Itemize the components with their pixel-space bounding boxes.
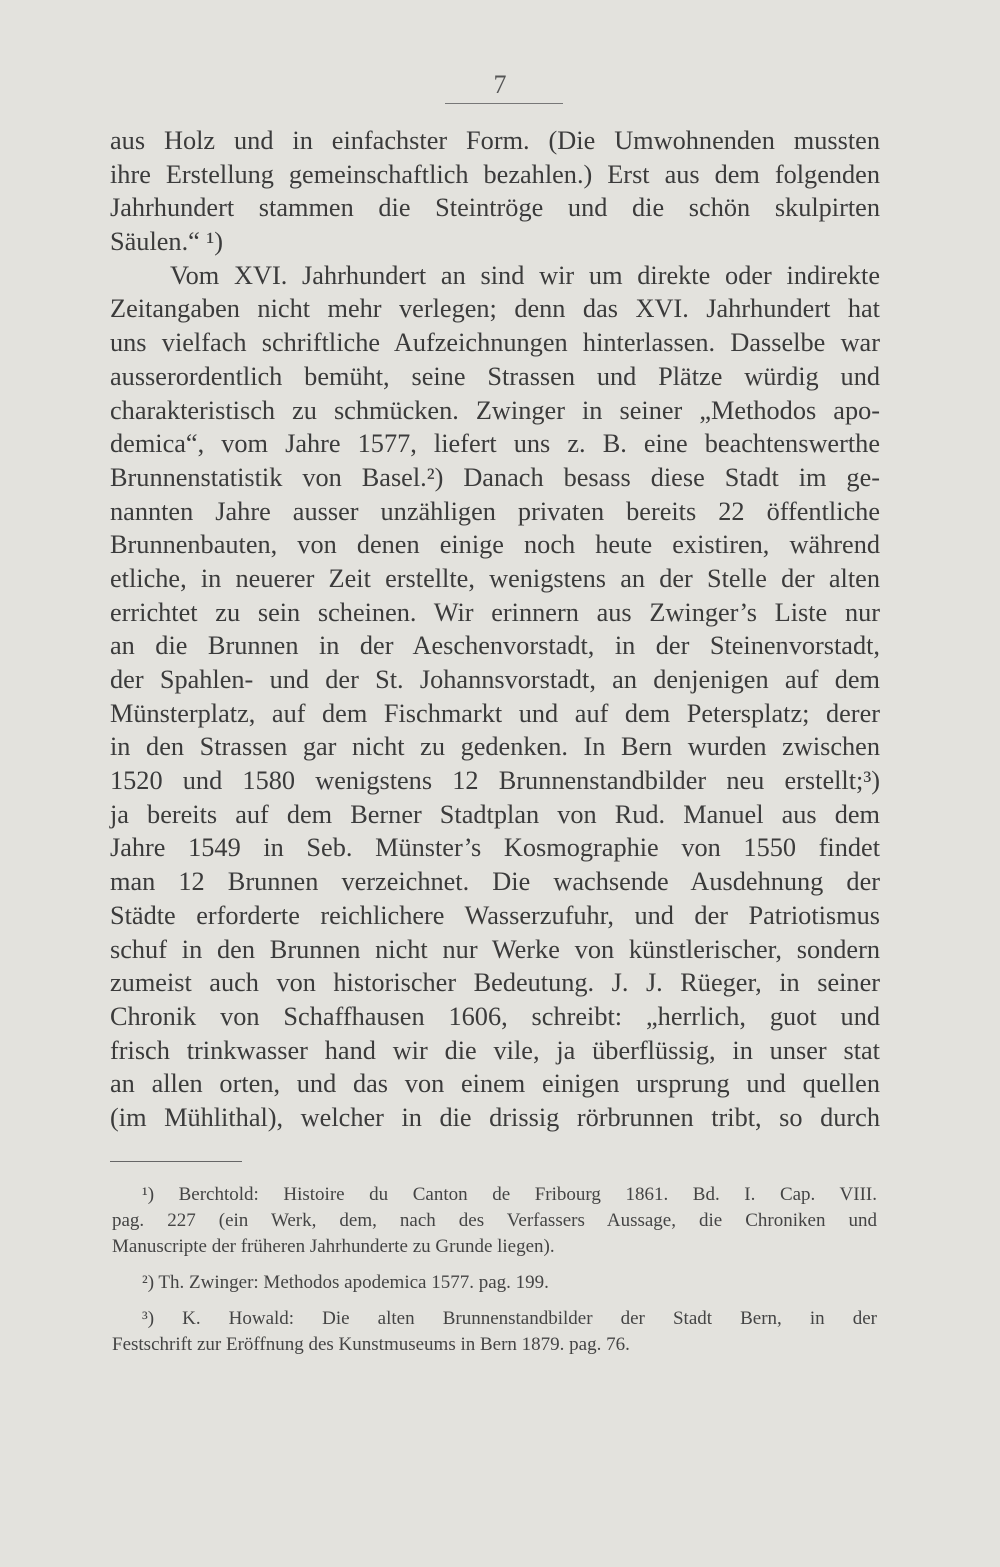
footnote-line: ²) Th. Zwinger: Methodos apodemica 1577. pag. 199. <box>142 1272 549 1293</box>
footnote-line: ³) K. Howald: Die alten Brunnenstandbilder der Stadt Bern, in der <box>142 1308 877 1329</box>
page-number: 7 <box>493 70 507 99</box>
body-line: schuf in den Brunnen nicht nur Werke von künstlerischer, sondern <box>110 934 880 964</box>
footnote-rule <box>110 1161 242 1162</box>
body-line: zumeist auch von historischer Bedeutung. J. J. Rüeger, in seiner <box>110 968 880 998</box>
body-line: 1520 und 1580 wenigstens 12 Brunnenstandbilder neu erstellt;³) <box>110 766 880 796</box>
footnote-line: Manuscripte der früheren Jahrhunderte zu Grunde liegen). <box>112 1236 555 1257</box>
body-line: uns vielfach schriftliche Aufzeichnungen hinterlassen. Dasselbe war <box>110 328 880 358</box>
body-line: errichtet zu sein scheinen. Wir erinnern aus Zwinger’s Liste nur <box>110 597 880 627</box>
body-line: Brunnenstatistik von Basel.²) Danach besass diese Stadt im ge- <box>110 462 880 492</box>
body-line: (im Mühlithal), welcher in die drissig rörbrunnen tribt, so durch <box>110 1102 880 1132</box>
footnotes <box>112 1182 877 1358</box>
body-line: aus Holz und in einfachster Form. (Die Umwohnenden mussten <box>110 126 880 155</box>
body-line: Vom XVI. Jahrhundert an sind wir um direkte oder indirekte <box>170 260 880 290</box>
body-line: man 12 Brunnen verzeichnet. Die wachsende Ausdehnung der <box>110 867 880 897</box>
body-line: Städte erforderte reichlichere Wasserzufuhr, und der Patriotismus <box>110 900 880 930</box>
body-line: der Spahlen- und der St. Johannsvorstadt, an denjenigen auf dem <box>110 665 880 694</box>
body-line: nannten Jahre ausser unzähligen privaten bereits 22 öffentliche <box>110 496 880 526</box>
body-line: demica“, vom Jahre 1577, liefert uns z. B. eine beachtenswerthe <box>110 429 880 459</box>
footnote-3 <box>112 1306 877 1358</box>
body-line: ausserordentlich bemüht, seine Strassen und Plätze würdig und <box>110 361 880 391</box>
body-line: an die Brunnen in der Aeschenvorstadt, in der Steinenvorstadt, <box>110 631 880 661</box>
body-line: etliche, in neuerer Zeit erstellte, wenigstens an der Stelle der alten <box>110 563 880 593</box>
body-line: charakteristisch zu schmücken. Zwinger in seiner „Methodos apo- <box>110 395 880 425</box>
body-line: Säulen.“ ¹) <box>110 227 224 257</box>
header-rule <box>445 103 563 104</box>
body-line: an allen orten, und das von einem einigen ursprung und quellen <box>110 1069 880 1099</box>
body-line: Jahrhundert stammen die Steintröge und die schön skulpirten <box>110 193 880 223</box>
footnote-2 <box>112 1270 877 1296</box>
body-line: frisch trinkwasser hand wir die vile, ja überflüssig, in unser stat <box>110 1035 880 1065</box>
body-line: Münsterplatz, auf dem Fischmarkt und auf dem Petersplatz; derer <box>110 698 880 728</box>
body-line: ihre Erstellung gemeinschaftlich bezahlen.) Erst aus dem folgenden <box>110 159 880 189</box>
footnote-line: ¹) Berchtold: Histoire du Canton de Fribourg 1861. Bd. I. Cap. VIII. <box>142 1184 877 1205</box>
footnote-line: Festschrift zur Eröffnung des Kunstmuseums in Bern 1879. pag. 76. <box>112 1334 630 1355</box>
footnote-1 <box>112 1182 877 1260</box>
body-line: ja bereits auf dem Berner Stadtplan von Rud. Manuel aus dem <box>110 799 880 829</box>
body-line: Jahre 1549 in Seb. Münster’s Kosmographie von 1550 findet <box>110 833 880 863</box>
body-line: Chronik von Schaffhausen 1606, schreibt: „herrlich, guot und <box>110 1001 880 1031</box>
body-line: Brunnenbauten, von denen einige noch heute existiren, während <box>110 530 880 560</box>
body-line: in den Strassen gar nicht zu gedenken. In Bern wurden zwischen <box>110 732 880 762</box>
body-line: Zeitangaben nicht mehr verlegen; denn das XVI. Jahrhundert hat <box>110 294 880 324</box>
body-text <box>110 124 880 1135</box>
footnote-line: pag. 227 (ein Werk, dem, nach des Verfassers Aussage, die Chroniken und <box>112 1210 877 1231</box>
